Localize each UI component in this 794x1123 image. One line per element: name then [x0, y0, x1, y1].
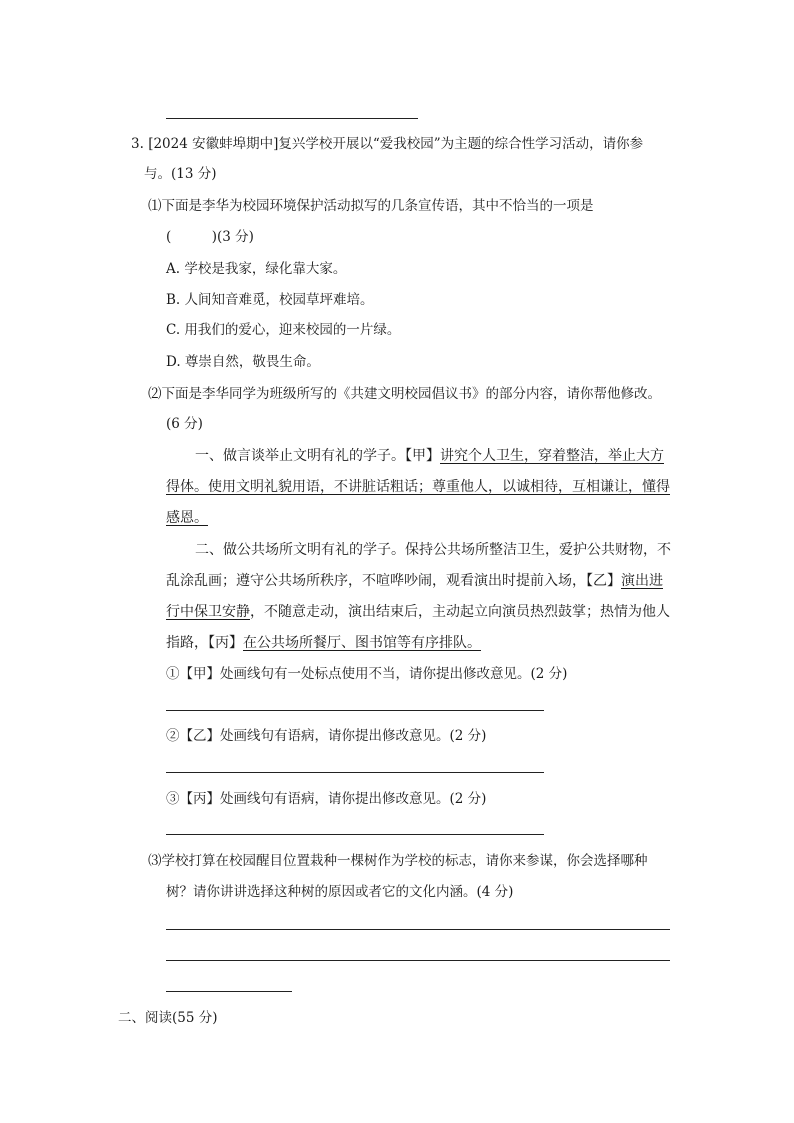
- proposal-text: 乱涂乱画；遵守公共场所秩序，不喧哗吵闹，观看演出时提前入场，【乙】: [166, 573, 621, 589]
- part3-stem-line2: 树？请你讲讲选择这种树的原因或者它的文化内涵。(4 分): [166, 884, 514, 900]
- proposal-paragraph-2-line4: [166, 633, 481, 653]
- answer-line-prev: [166, 118, 418, 119]
- answer-line-part3-2[interactable]: [166, 960, 670, 961]
- option-d: D. 尊崇自然，敬畏生命。: [166, 354, 320, 370]
- sub-question-1: ①【甲】处画线句有一处标点使用不当，请你提出修改意见。(2 分): [166, 666, 568, 682]
- question-source: [2024 安徽蚌埠期中]: [148, 136, 279, 152]
- part3-stem-line1: ⑶学校打算在校园醒目位置栽种一棵树作为学校的标志，请你来参谋，你会选择哪种: [148, 853, 648, 869]
- sub-question-2: ②【乙】处画线句有语病，请你提出修改意见。(2 分): [166, 728, 487, 744]
- proposal-paragraph-2-line3: [166, 602, 670, 622]
- section-2-heading: 二、阅读(55 分): [118, 1010, 218, 1026]
- question-number: 3.: [131, 136, 144, 152]
- answer-line-sub1[interactable]: [166, 710, 544, 711]
- option-b: B. 人间知音难觅，校园草坪难培。: [166, 292, 374, 308]
- proposal-text: ，不随意走动，演出结束后，主动起立向演员热烈鼓掌；热情为他人: [250, 604, 670, 620]
- option-a: A. 学校是我家，绿化靠大家。: [166, 261, 347, 277]
- proposal-paragraph-1-line1: [195, 446, 664, 466]
- answer-line-sub2[interactable]: [166, 772, 544, 773]
- underlined-sentence-jia-cont: 得体。使用文明礼貌用语，不讲脏话粗话；尊重他人，以诚相待，互相谦让，懂得: [166, 479, 670, 495]
- question-stem: 复兴学校开展以“爱我校园”为主题的综合性学习活动，请你参: [278, 136, 644, 152]
- underlined-sentence-yi-cont: 行中保卫安静: [166, 604, 250, 620]
- proposal-text: 指路，【丙】: [166, 635, 243, 651]
- underlined-sentence-yi: 演出进: [621, 573, 663, 589]
- answer-line-part3-1[interactable]: [166, 929, 670, 930]
- part1-stem: ⑴下面是李华为校园环境保护活动拟写的几条宣传语，其中不恰当的一项是: [148, 198, 594, 214]
- proposal-paragraph-2-line1: 二、做公共场所文明有礼的学子。保持公共场所整洁卫生，爱护公共财物，不: [195, 542, 671, 558]
- question-3-stem-line1: [131, 134, 643, 154]
- answer-line-sub3[interactable]: [166, 834, 544, 835]
- proposal-paragraph-2-line2: [166, 571, 663, 591]
- question-3-stem-line2: 与。(13 分): [144, 166, 217, 182]
- part1-answer-paren: ( )(3 分): [166, 229, 254, 245]
- answer-line-part3-3[interactable]: [166, 991, 292, 992]
- option-c: C. 用我们的爱心，迎来校园的一片绿。: [166, 322, 401, 338]
- underlined-sentence-bing: 在公共场所餐厅、图书馆等有序排队。: [243, 635, 481, 651]
- part2-score: (6 分): [166, 416, 203, 432]
- proposal-text: 一、做言谈举止文明有礼的学子。【甲】: [195, 448, 440, 464]
- part2-stem: ⑵下面是李华同学为班级所写的《共建文明校园倡议书》的部分内容，请你帮他修改。: [148, 386, 661, 402]
- underlined-sentence-jia-end: 感恩。: [166, 510, 208, 526]
- sub-question-3: ③【丙】处画线句有语病，请你提出修改意见。(2 分): [166, 791, 487, 807]
- underlined-sentence-jia: 讲究个人卫生，穿着整洁，举止大方: [440, 448, 664, 464]
